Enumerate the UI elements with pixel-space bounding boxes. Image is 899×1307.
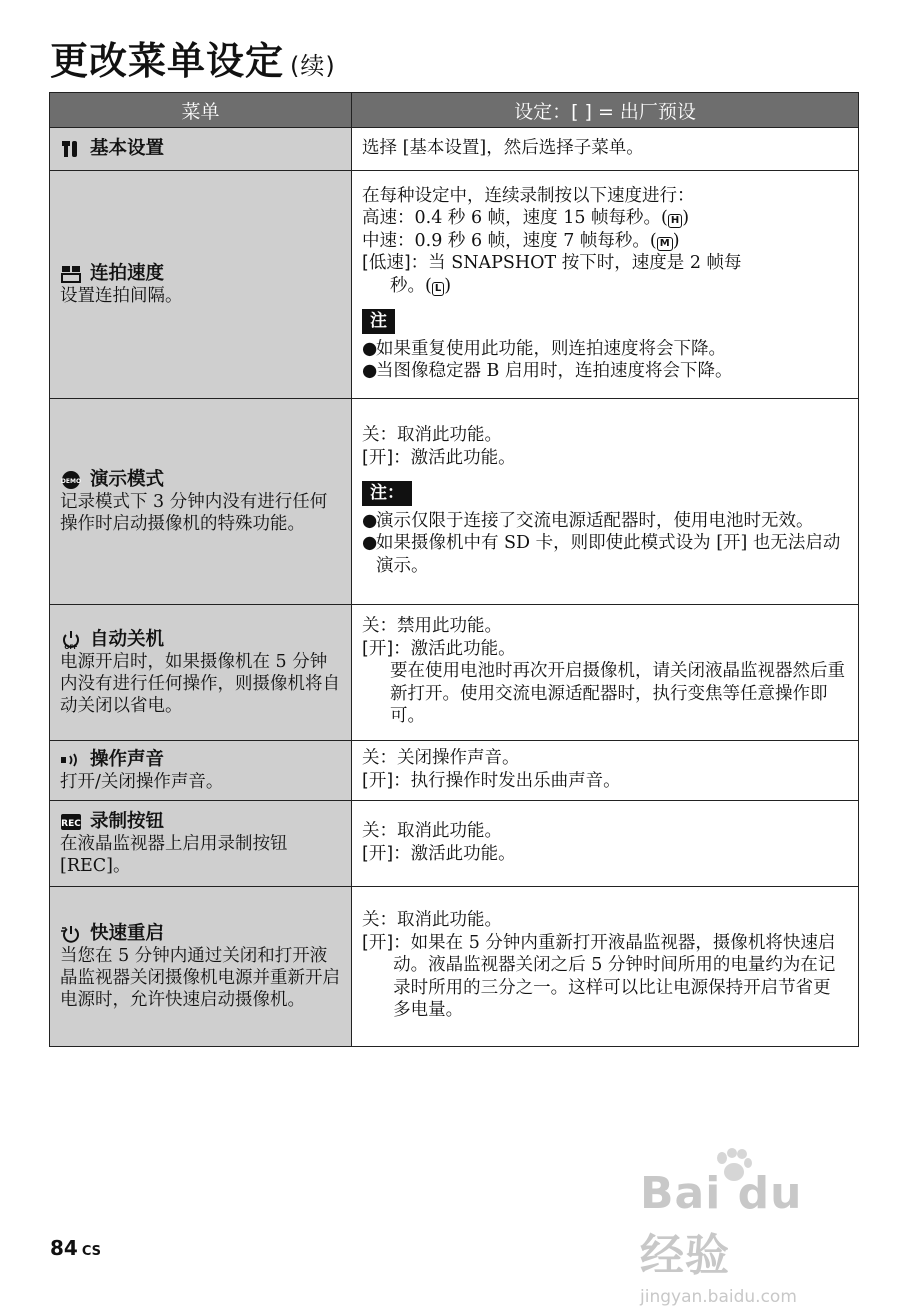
- menu-cell: OFF 自动关机 电源开启时，如果摄像机在 5 分钟内没有进行任何操作，则摄像机将自动关闭以省电。: [50, 605, 352, 741]
- wrench-icon: [60, 139, 82, 159]
- mid-speed-badge-icon: M: [657, 237, 673, 251]
- header-menu: 菜单: [50, 93, 352, 128]
- setting-cell: 关：取消此功能。 [开]：激活此功能。: [352, 801, 859, 887]
- menu-item-basic-settings: 基本设置: [60, 138, 341, 160]
- menu-cell: 操作声音 打开/关闭操作声音。: [50, 741, 352, 801]
- menu-cell: [50, 128, 352, 171]
- menu-item-record-button: REC 录制按钮: [61, 810, 165, 832]
- page-title-text: 更改菜单设定: [50, 39, 285, 83]
- table-row: [50, 128, 859, 171]
- watermark-url: jingyan.baidu.com: [640, 1287, 797, 1307]
- setting-cell: 关：关闭操作声音。 [开]：执行操作时发出乐曲声音。: [352, 741, 859, 801]
- menu-cell: 快速重启 当您在 5 分钟内通过关闭和打开液晶监视器关闭摄像机电源并重新开启电源时，允许快速启动摄像机。: [50, 887, 352, 1047]
- table-row: [50, 801, 859, 887]
- table-row: [50, 399, 859, 605]
- speaker-icon: [60, 750, 82, 770]
- menu-item-burst-speed: 连拍速度: [60, 263, 341, 285]
- note-label: 注: [362, 309, 395, 334]
- menu-cell: DEMO 演示模式 记录模式下 3 分钟内没有进行任何操作时启动摄像机的特殊功能。: [50, 399, 352, 605]
- menu-item-demo-mode: DEMO 演示模式: [61, 468, 165, 490]
- list-item: ● 如果摄像机中有 SD 卡，则即使此模式设为 [开] 也无法启动演示。: [362, 533, 841, 576]
- list-item: ● 当图像稳定器 B 启用时，连拍速度将会下降。: [362, 361, 733, 381]
- table-row: [50, 605, 859, 741]
- svg-text:OFF: OFF: [64, 643, 78, 650]
- header-setting: 设定：[ ] = 出厂预设: [352, 93, 859, 128]
- menu-settings-table: [49, 92, 859, 1047]
- menu-cell: REC 录制按钮 在液晶监视器上启用录制按钮 [REC]。: [50, 801, 352, 887]
- burst-shooting-icon: [60, 264, 82, 284]
- watermark-brand: Bai du 经验: [640, 1150, 850, 1265]
- menu-item-operation-sound: 操作声音: [60, 749, 341, 771]
- list-item: ● 如果重复使用此功能，则连拍速度将会下降。: [362, 338, 726, 359]
- table-header-row: [50, 93, 859, 128]
- low-speed-badge-icon: L: [432, 282, 444, 296]
- table-row: [50, 171, 859, 399]
- watermark-logo: [640, 1150, 850, 1307]
- setting-cell: 关：取消此功能。 [开]：激活此功能。 注： ● 演示仅限于连接了交流电源适配器时，使用电池时无效。 ● 如果摄像机中有 SD 卡，则即使此模式设为 [开] 也无法启动演示。: [352, 399, 859, 605]
- table-row: [50, 741, 859, 801]
- high-speed-badge-icon: H: [668, 214, 682, 228]
- page-title: [50, 30, 336, 85]
- note-label: 注：: [362, 481, 412, 506]
- rec-icon: [60, 812, 82, 832]
- menu-cell: 连拍速度 设置连拍间隔。: [50, 171, 352, 399]
- svg-text:REC: REC: [61, 818, 81, 829]
- svg-text:DEMO: DEMO: [61, 477, 81, 485]
- setting-cell: 选择 [基本设置]，然后选择子菜单。: [352, 128, 859, 171]
- setting-cell: 关：禁用此功能。 [开]：激活此功能。 要在使用电池时再次开启摄像机，请关闭液晶监视器然后重新打开。使用交流电源适配器时，执行变焦等任意操作即可。: [352, 605, 859, 741]
- menu-item-auto-power-off: OFF 自动关机: [60, 629, 341, 651]
- menu-item-quick-restart: 快速重启: [60, 923, 341, 945]
- setting-cell: 关：取消此功能。 [开] ：如果在 5 分钟内重新打开液晶监视器，摄像机将快速启动。液晶监视器关闭之后 5 分钟时间所用的电量约为在记录时所用的三分之一。这样可以比让电源保持开启节省更多电量。: [352, 887, 859, 1047]
- list-item: ● 演示仅限于连接了交流电源适配器时，使用电池时无效。: [362, 510, 814, 531]
- auto-power-off-icon: [60, 630, 82, 650]
- quick-restart-icon: [60, 924, 82, 944]
- demo-icon: [60, 470, 82, 490]
- page-title-suffix: (续): [290, 52, 336, 80]
- setting-cell: 在每种设定中，连续录制按以下速度进行： 高速：0.4 秒 6 帧，速度 15 帧每秒。( H ) 中速：0.9 秒 6 帧，速度 7 帧每秒。( M ) [低速]：当 SNAPSHOT 按下时，速度是 2 帧每 秒。( L ) 注 ● 如果重复使用此功能，则连拍速度将会下降。 ● 当图像稳定器 B 启用时，连拍速度将会下降。: [352, 171, 859, 399]
- page-number: 84 CS: [50, 1236, 101, 1260]
- table-row: [50, 887, 859, 1047]
